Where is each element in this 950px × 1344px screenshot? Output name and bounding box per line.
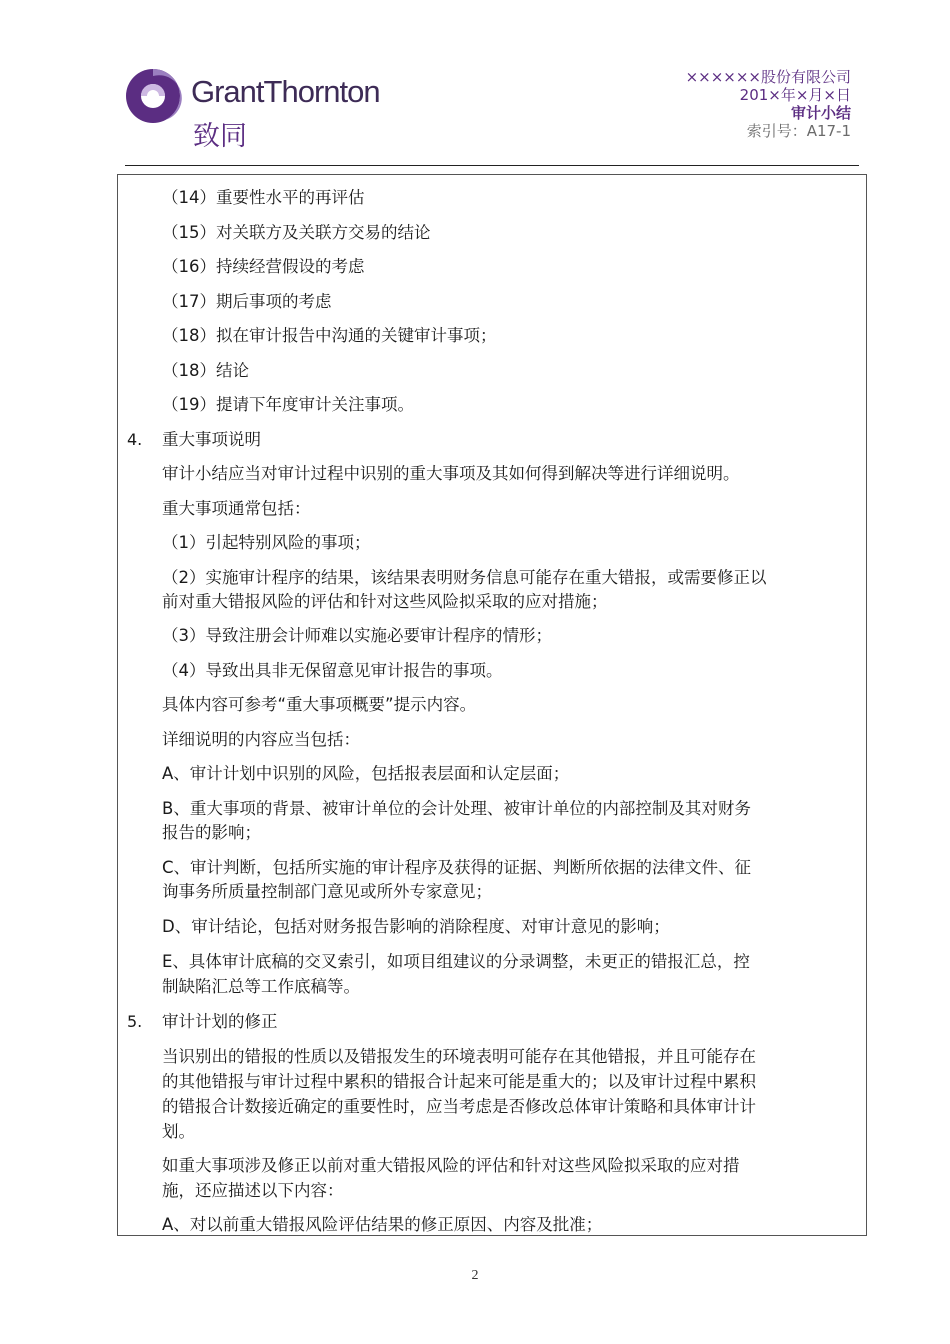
paragraph-continued: 划。 xyxy=(162,1122,195,1141)
paragraph: 如重大事项涉及修正以前对重大错报风险的评估和针对这些风险拟采取的应对措 xyxy=(162,1156,740,1175)
paragraph-continued: 的错报合计数接近确定的重要性时，应当考虑是否修改总体审计策略和具体审计计 xyxy=(162,1097,756,1116)
paragraph: 审计小结应当对审计过程中识别的重大事项及其如何得到解决等进行详细说明。 xyxy=(162,464,740,483)
section-heading: 重大事项说明 xyxy=(162,430,261,449)
list-item: （1）引起特别风险的事项； xyxy=(162,533,371,552)
list-item: B、重大事项的背景、被审计单位的会计处理、被审计单位的内部控制及其对财务 xyxy=(162,799,751,818)
list-item: （18）拟在审计报告中沟通的关键审计事项； xyxy=(162,326,497,345)
list-item: （15）对关联方及关联方交易的结论 xyxy=(162,223,431,242)
grant-thornton-swirl-icon xyxy=(125,66,185,126)
list-item-continued: 报告的影响； xyxy=(162,823,261,842)
list-item-continued: 前对重大错报风险的评估和针对这些风险拟采取的应对措施； xyxy=(162,592,608,611)
paragraph: 具体内容可参考“重大事项概要”提示内容。 xyxy=(162,695,477,714)
list-item: （18）结论 xyxy=(162,361,249,380)
list-item: （16）持续经营假设的考虑 xyxy=(162,257,365,276)
paragraph: 详细说明的内容应当包括： xyxy=(162,730,360,749)
section-number: 5. xyxy=(127,1012,143,1031)
list-item-continued: 制缺陷汇总等工作底稿等。 xyxy=(162,977,360,996)
company-name: ××××××股份有限公司 xyxy=(685,68,851,86)
paragraph: 重大事项通常包括： xyxy=(162,499,311,518)
list-item: （3）导致注册会计师难以实施必要审计程序的情形； xyxy=(162,626,552,645)
index-number: 索引号：A17-1 xyxy=(746,122,851,140)
document-date: 201×年×月×日 xyxy=(739,86,851,104)
list-item: C、审计判断，包括所实施的审计程序及获得的证据、判断所依据的法律文件、征 xyxy=(162,858,752,877)
document-title: 审计小结 xyxy=(790,104,851,122)
header-divider xyxy=(125,165,859,166)
paragraph: 当识别出的错报的性质以及错报发生的环境表明可能存在其他错报，并且可能存在 xyxy=(162,1047,756,1066)
list-item-continued: 询事务所质量控制部门意见或所外专家意见； xyxy=(162,882,492,901)
list-item: （2）实施审计程序的结果，该结果表明财务信息可能存在重大错报，或需要修正以 xyxy=(162,568,767,587)
section-number: 4. xyxy=(127,430,143,449)
list-item: A、审计计划中识别的风险，包括报表层面和认定层面； xyxy=(162,764,570,783)
list-item: （17）期后事项的考虑 xyxy=(162,292,332,311)
logo-name-cn: 致同 xyxy=(193,121,247,152)
grant-thornton-logo xyxy=(125,66,405,150)
list-item: A、对以前重大错报风险评估结果的修正原因、内容及批准； xyxy=(162,1215,603,1234)
paragraph-continued: 的其他错报与审计过程中累积的错报合计起来可能是重大的；以及审计过程中累积 xyxy=(162,1072,756,1091)
list-item: （4）导致出具非无保留意见审计报告的事项。 xyxy=(162,661,503,680)
list-item: （14）重要性水平的再评估 xyxy=(162,188,365,207)
list-item: D、审计结论，包括对财务报告影响的消除程度、对审计意见的影响； xyxy=(162,917,670,936)
page-number: 2 xyxy=(471,1268,479,1283)
logo-name-en: GrantThornton xyxy=(191,74,380,109)
list-item: （19）提请下年度审计关注事项。 xyxy=(162,395,414,414)
paragraph-continued: 施，还应描述以下内容： xyxy=(162,1181,344,1200)
document-header-info xyxy=(686,68,851,140)
list-item: E、具体审计底稿的交叉索引，如项目组建议的分录调整，未更正的错报汇总，控 xyxy=(162,952,750,971)
section-heading: 审计计划的修正 xyxy=(162,1012,278,1031)
